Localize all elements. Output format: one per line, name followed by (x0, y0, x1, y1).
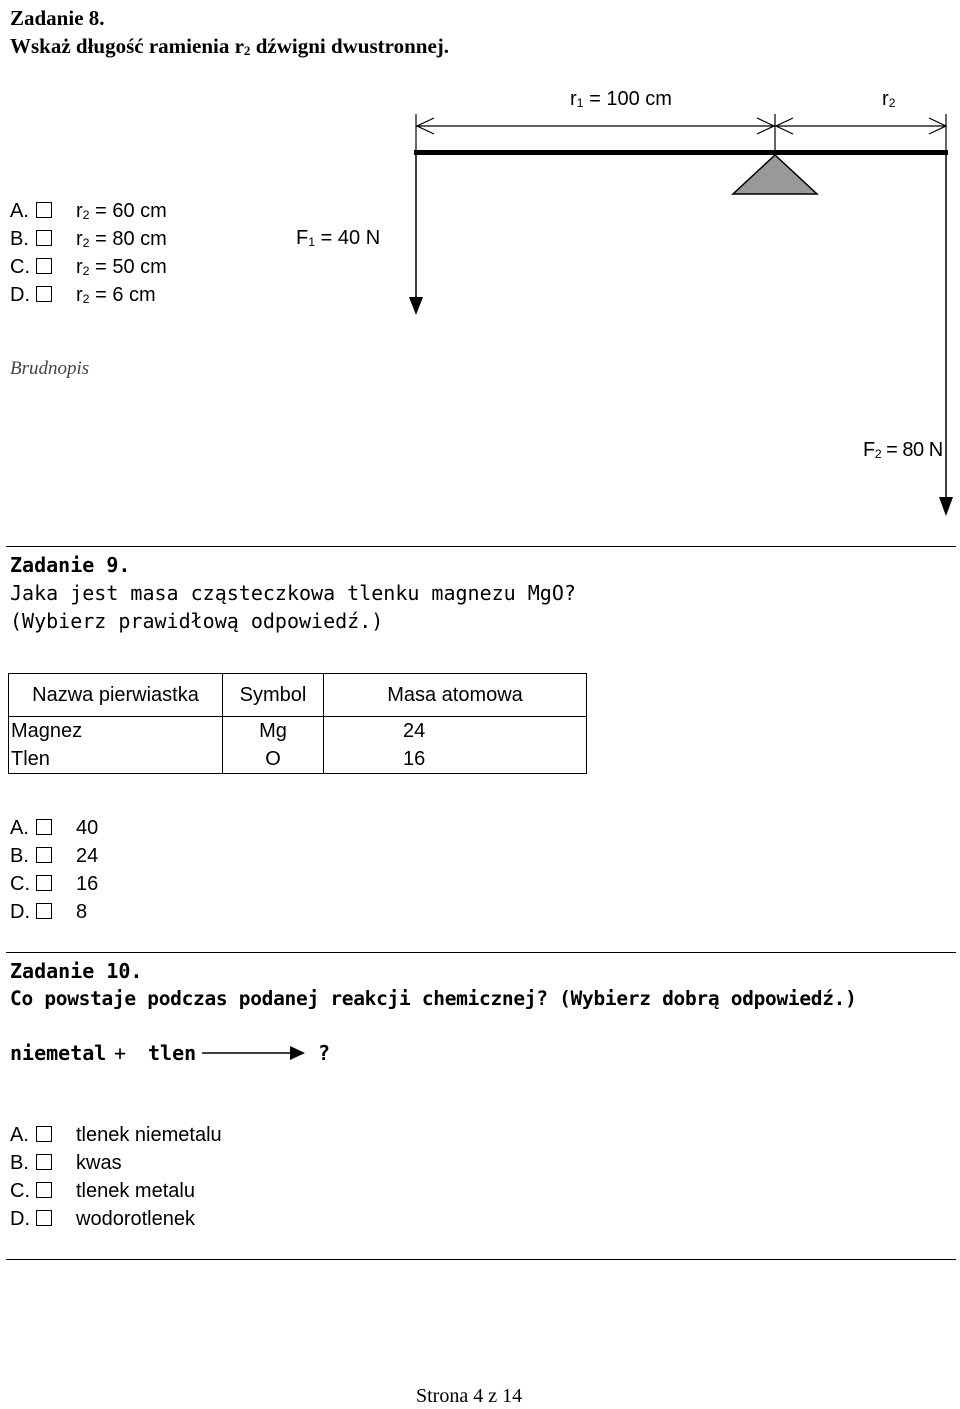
f1-value: = 40 N (315, 227, 381, 249)
option-text: 16 (76, 873, 99, 895)
f2-var: F (863, 439, 875, 461)
f2-label (863, 439, 943, 462)
table-cell: O (223, 745, 324, 774)
q9-title: Zadanie 9. (10, 553, 131, 577)
reactant-2: tlen (148, 1041, 197, 1065)
option-text: tlenek niemetalu (76, 1124, 222, 1146)
lever-diagram (0, 0, 960, 540)
checkbox-icon[interactable] (36, 819, 52, 835)
page-number: Strona 4 z 14 (416, 1385, 523, 1407)
force-f1-arrow-icon (409, 297, 423, 315)
checkbox-icon[interactable] (36, 847, 52, 863)
table-cell: 24 (324, 717, 587, 746)
checkbox-icon[interactable] (36, 1154, 52, 1170)
option-letter: B. (10, 1152, 29, 1174)
reactant-1: niemetal (10, 1041, 107, 1065)
q9-header (10, 551, 576, 635)
f2-sub: 2 (874, 446, 882, 461)
reaction-arrow-icon (200, 1043, 310, 1063)
option-text: = 80 cm (89, 228, 167, 250)
r2-sub: 2 (888, 95, 896, 110)
q9-option-a[interactable] (10, 814, 98, 842)
force-f2-arrow-icon (939, 497, 953, 516)
option-text: 24 (76, 845, 99, 867)
checkbox-icon[interactable] (36, 1210, 52, 1226)
f1-sub: 1 (308, 234, 316, 249)
q10-option-c[interactable] (10, 1177, 222, 1205)
option-sub: 2 (82, 263, 90, 278)
option-letter: A. (10, 1124, 29, 1146)
option-text: = 60 cm (89, 200, 167, 222)
table-header-row (9, 674, 587, 717)
option-sub: 2 (82, 207, 90, 222)
table-header: Nazwa pierwiastka (9, 674, 223, 717)
section-divider (6, 952, 956, 953)
q8-prompt-post: dźwigni dwustronnej. (250, 34, 450, 58)
option-text: 40 (76, 817, 99, 839)
option-letter: C. (10, 256, 30, 278)
q10-option-b[interactable] (10, 1149, 222, 1177)
option-text: = 50 cm (89, 256, 167, 278)
option-letter: D. (10, 284, 30, 306)
q8-title: Zadanie 8. (10, 6, 105, 30)
option-text: 8 (76, 901, 88, 923)
option-letter: B. (10, 845, 29, 867)
q9-option-d[interactable] (10, 898, 98, 926)
r1-sub: 1 (576, 95, 584, 110)
table-cell: Tlen (9, 745, 223, 774)
option-letter: A. (10, 200, 29, 222)
checkbox-icon[interactable] (36, 875, 52, 891)
q10-option-a[interactable] (10, 1121, 222, 1149)
option-letter: D. (10, 901, 30, 923)
r1-value: = 100 cm (583, 88, 672, 110)
q9-option-c[interactable] (10, 870, 98, 898)
q9-line1: Jaka jest masa cząsteczkowa tlenku magnezu MgO? (10, 581, 576, 605)
reaction-product: ? (318, 1041, 331, 1065)
checkbox-icon[interactable] (36, 1126, 52, 1142)
q8-prompt-sub: 2 (243, 42, 251, 58)
option-var: r (76, 256, 83, 278)
r1-var: r (570, 88, 577, 110)
option-var: r (76, 284, 83, 306)
table-row (9, 745, 587, 774)
q10-option-d[interactable] (10, 1205, 222, 1233)
q10-prompt: Co powstaje podczas podanej reakcji chemicznej? (Wybierz dobrą odpowiedź.) (10, 987, 857, 1010)
option-letter: B. (10, 228, 29, 250)
r2-var: r (882, 88, 889, 110)
q9-option-b[interactable] (10, 842, 98, 870)
f1-var: F (296, 227, 309, 249)
option-letter: C. (10, 1180, 30, 1202)
option-sub: 2 (82, 235, 90, 250)
f2-value: = 80 N (881, 439, 943, 461)
checkbox-icon[interactable] (36, 903, 52, 919)
table-header: Symbol (223, 674, 324, 717)
q9-line2: (Wybierz prawidłową odpowiedź.) (10, 609, 384, 633)
option-text: wodorotlenek (76, 1208, 195, 1230)
option-letter: A. (10, 817, 29, 839)
f1-label (296, 227, 380, 250)
r1-label (570, 88, 672, 111)
section-divider (6, 1259, 956, 1260)
option-text: kwas (76, 1152, 122, 1174)
q8-prompt-pre: Wskaż długość ramienia r (10, 34, 244, 58)
lever-bar (414, 150, 948, 155)
reaction-equation (10, 1039, 106, 1067)
table-cell: Magnez (9, 717, 223, 746)
option-text: tlenek metalu (76, 1180, 195, 1202)
elements-table (8, 673, 587, 774)
option-letter: C. (10, 873, 30, 895)
table-header: Masa atomowa (324, 674, 587, 717)
option-var: r (76, 200, 83, 222)
table-row (9, 717, 587, 746)
table-cell: Mg (223, 717, 324, 746)
section-divider (6, 546, 956, 547)
fulcrum-icon (733, 155, 817, 194)
q9-options (10, 814, 98, 926)
r2-label (882, 88, 896, 111)
table-cell: 16 (324, 745, 587, 774)
q10-title: Zadanie 10. (10, 959, 143, 983)
q10-options (10, 1121, 222, 1233)
option-var: r (76, 228, 83, 250)
checkbox-icon[interactable] (36, 1182, 52, 1198)
option-text: = 6 cm (89, 284, 156, 306)
option-letter: D. (10, 1208, 30, 1230)
scratch-label: Brudnopis (10, 358, 90, 379)
reaction-plus: + (114, 1041, 127, 1065)
option-sub: 2 (82, 291, 90, 306)
